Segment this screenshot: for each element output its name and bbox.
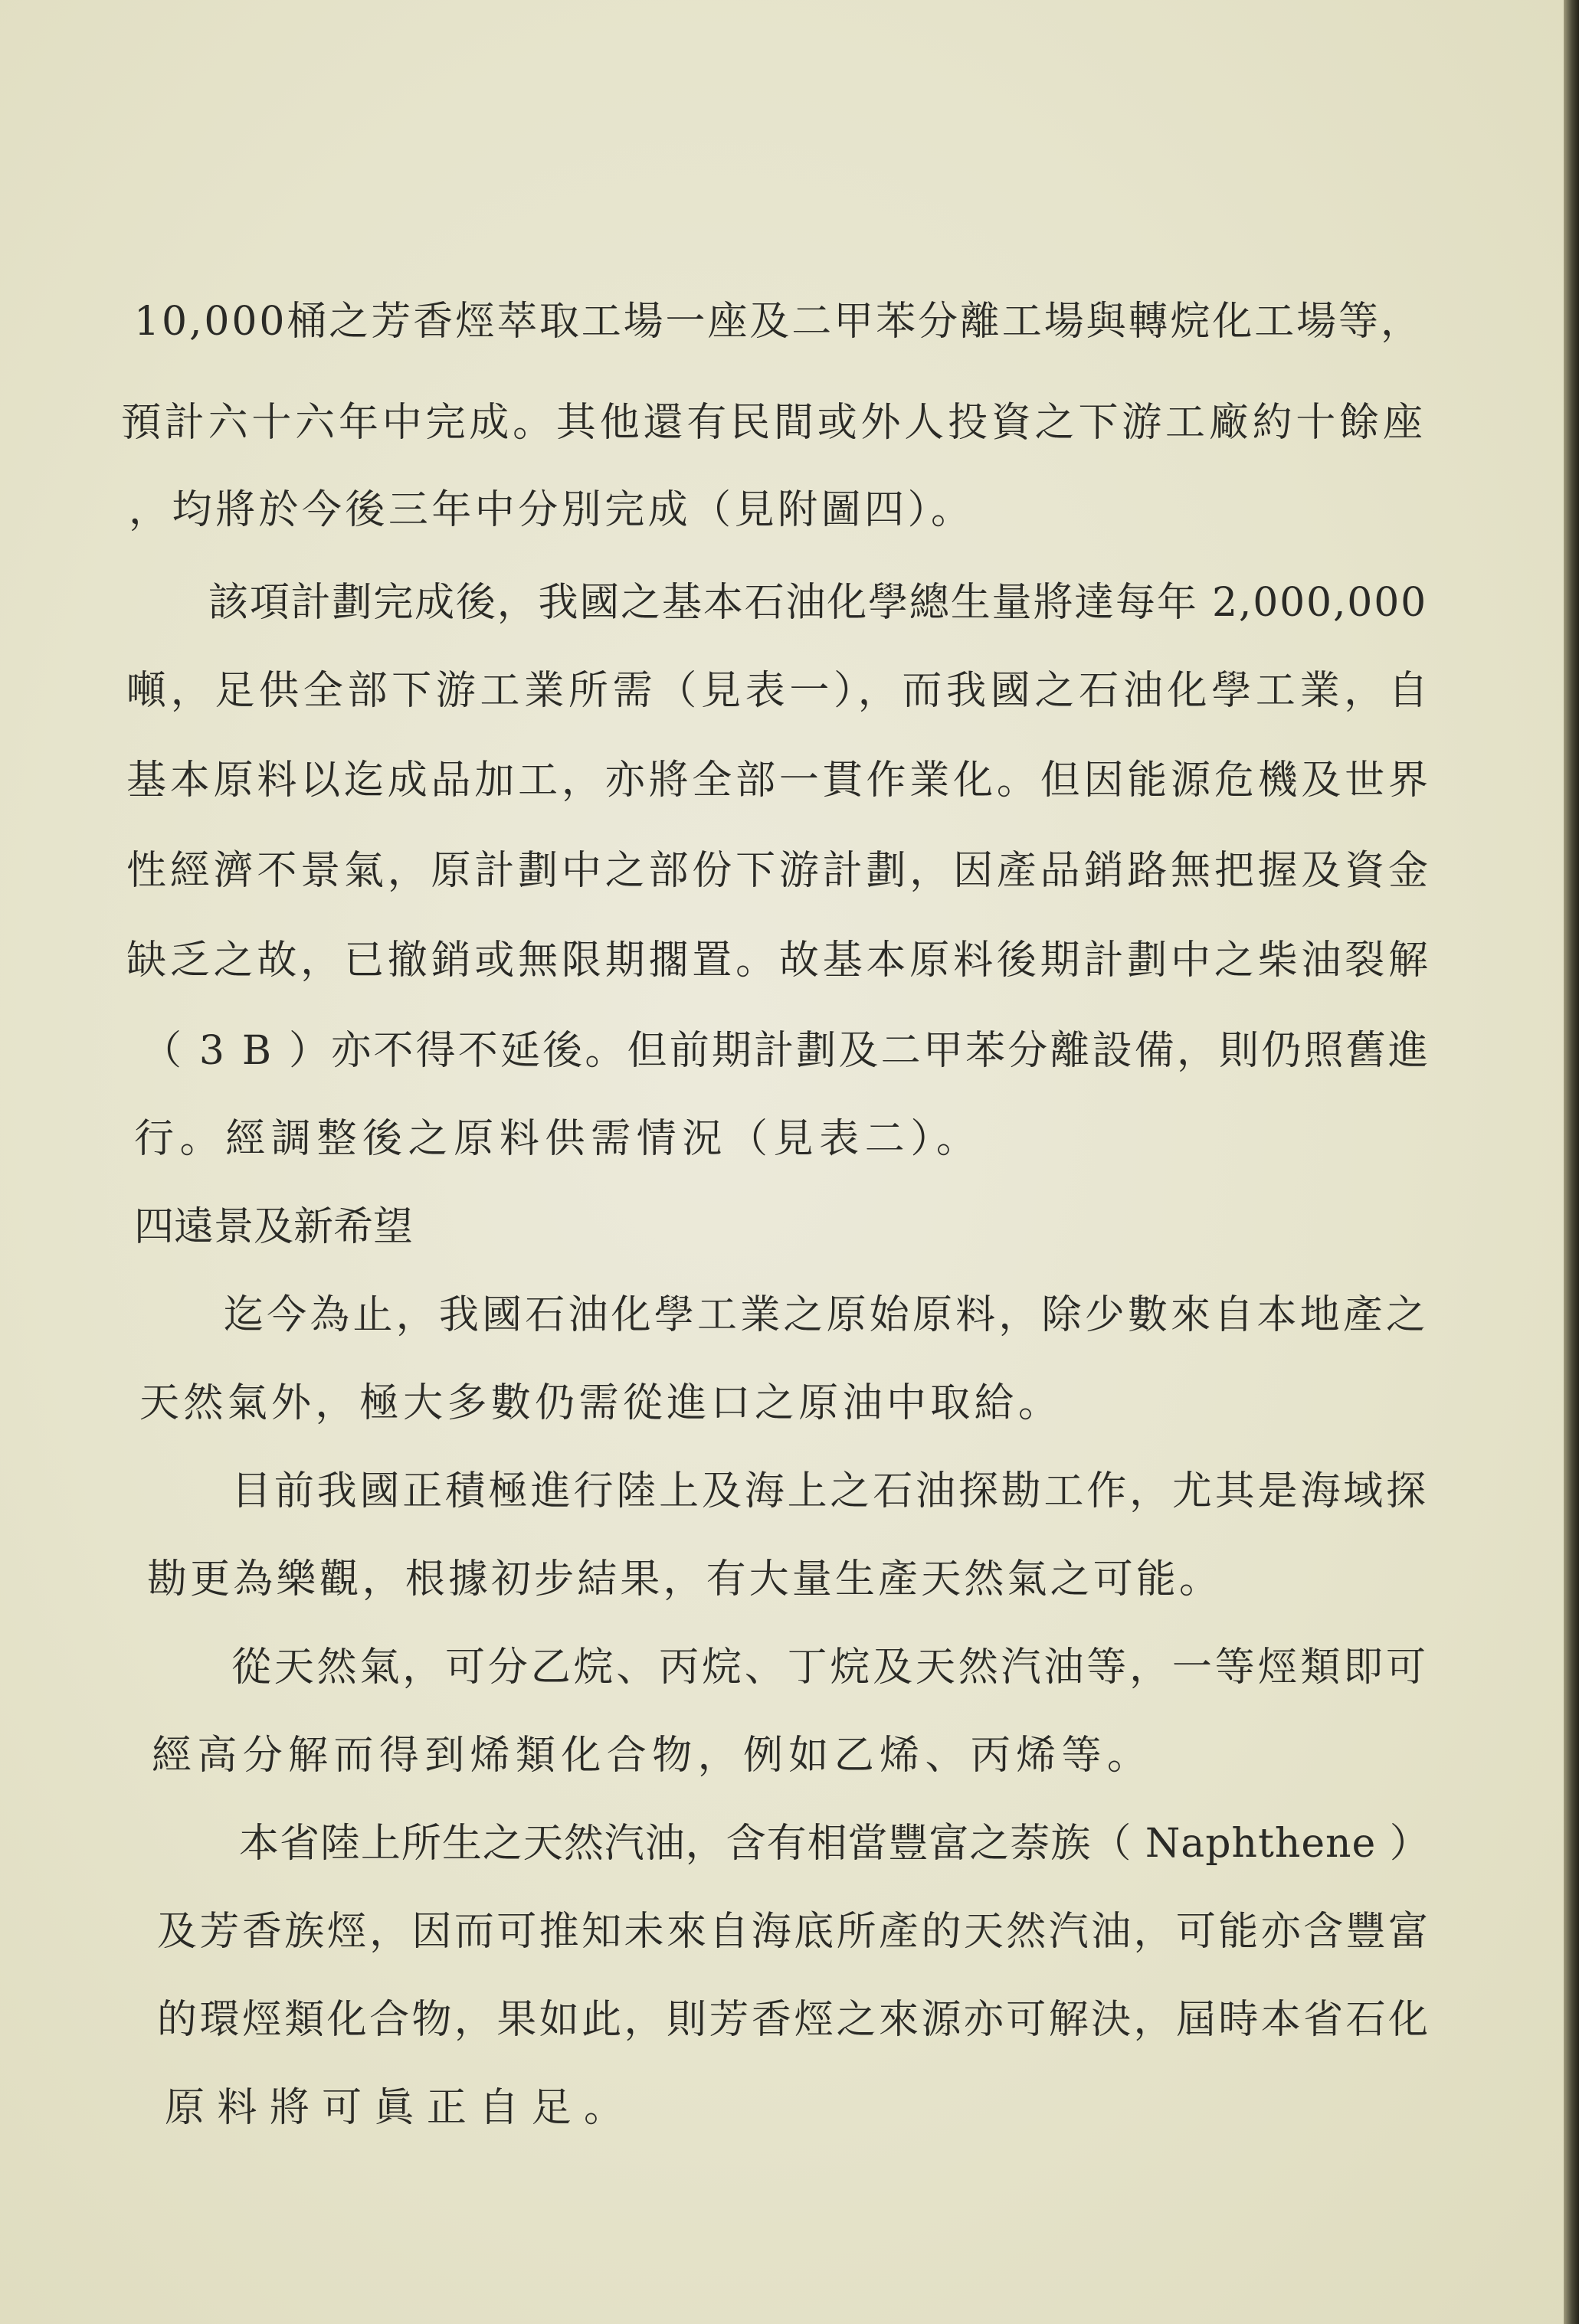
text-line-13: 天然氣外，極大多數仍需從進口之原油中取給。 bbox=[139, 1380, 1063, 1426]
text-line-7: 性經濟不景氣，原計劃中之部份下游計劃，因產品銷路無把握及資金 bbox=[126, 848, 1432, 894]
text-line-15: 勘更為樂觀，根據初步結果，有大量生產天然氣之可能。 bbox=[147, 1556, 1223, 1602]
text-line-5: 噸，足供全部下游工業所需（見表一），而我國之石油化學工業，自 bbox=[126, 668, 1433, 714]
text-line-19: 及芳香族烴，因而可推知未來自海底所產的天然汽油，可能亦含豐富 bbox=[157, 1909, 1431, 1955]
text-line-2: 預計六十六年中完成。其他還有民間或外人投資之下游工廠約十餘座 bbox=[121, 400, 1427, 446]
text-line-6: 基本原料以迄成品加工，亦將全部一貫作業化。但因能源危機及世界 bbox=[126, 758, 1432, 804]
text-line-8: 缺乏之故，已撤銷或無限期擱置。故基本原料後期計劃中之柴油裂解 bbox=[126, 938, 1432, 984]
text-line-17: 經高分解而得到烯類化合物，例如乙烯、丙烯等。 bbox=[152, 1733, 1153, 1779]
section-heading: 四遠景及新希望 bbox=[134, 1204, 414, 1250]
text-line-10: 行。經調整後之原料供需情況（見表二）。 bbox=[134, 1116, 982, 1162]
text-line-9: （ 3 B ）亦不得不延後。但前期計劃及二甲苯分離設備，則仍照舊進 bbox=[142, 1028, 1431, 1074]
text-line-4: 該項計劃完成後，我國之基本石油化學總生量將達每年 2,000,000 bbox=[208, 580, 1427, 626]
text-line-1: 10,000桶之芳香烴萃取工場一座及二甲苯分離工場與轉烷化工場等， bbox=[134, 299, 1423, 345]
text-line-18: 本省陸上所生之天然汽油，含有相當豐富之萘族（ Naphthene ） bbox=[239, 1821, 1430, 1867]
text-line-21: 原料將可眞正自足。 bbox=[165, 2085, 637, 2131]
text-line-14: 目前我國正積極進行陸上及海上之石油探勘工作，尤其是海域探 bbox=[231, 1468, 1429, 1514]
text-line-16: 從天然氣，可分乙烷、丙烷、丁烷及天然汽油等，一等烴類即可 bbox=[231, 1645, 1429, 1691]
text-line-20: 的環烴類化合物，果如此，則芳香烴之來源亦可解決，屆時本省石化 bbox=[157, 1997, 1431, 2043]
text-line-12: 迄今為止，我國石油化學工業之原始原料，除少數來自本地產之 bbox=[224, 1292, 1430, 1338]
page-edge-shadow bbox=[1564, 0, 1579, 2324]
text-line-3: ，均將於今後三年中分別完成（見附圖四）。 bbox=[129, 487, 975, 533]
